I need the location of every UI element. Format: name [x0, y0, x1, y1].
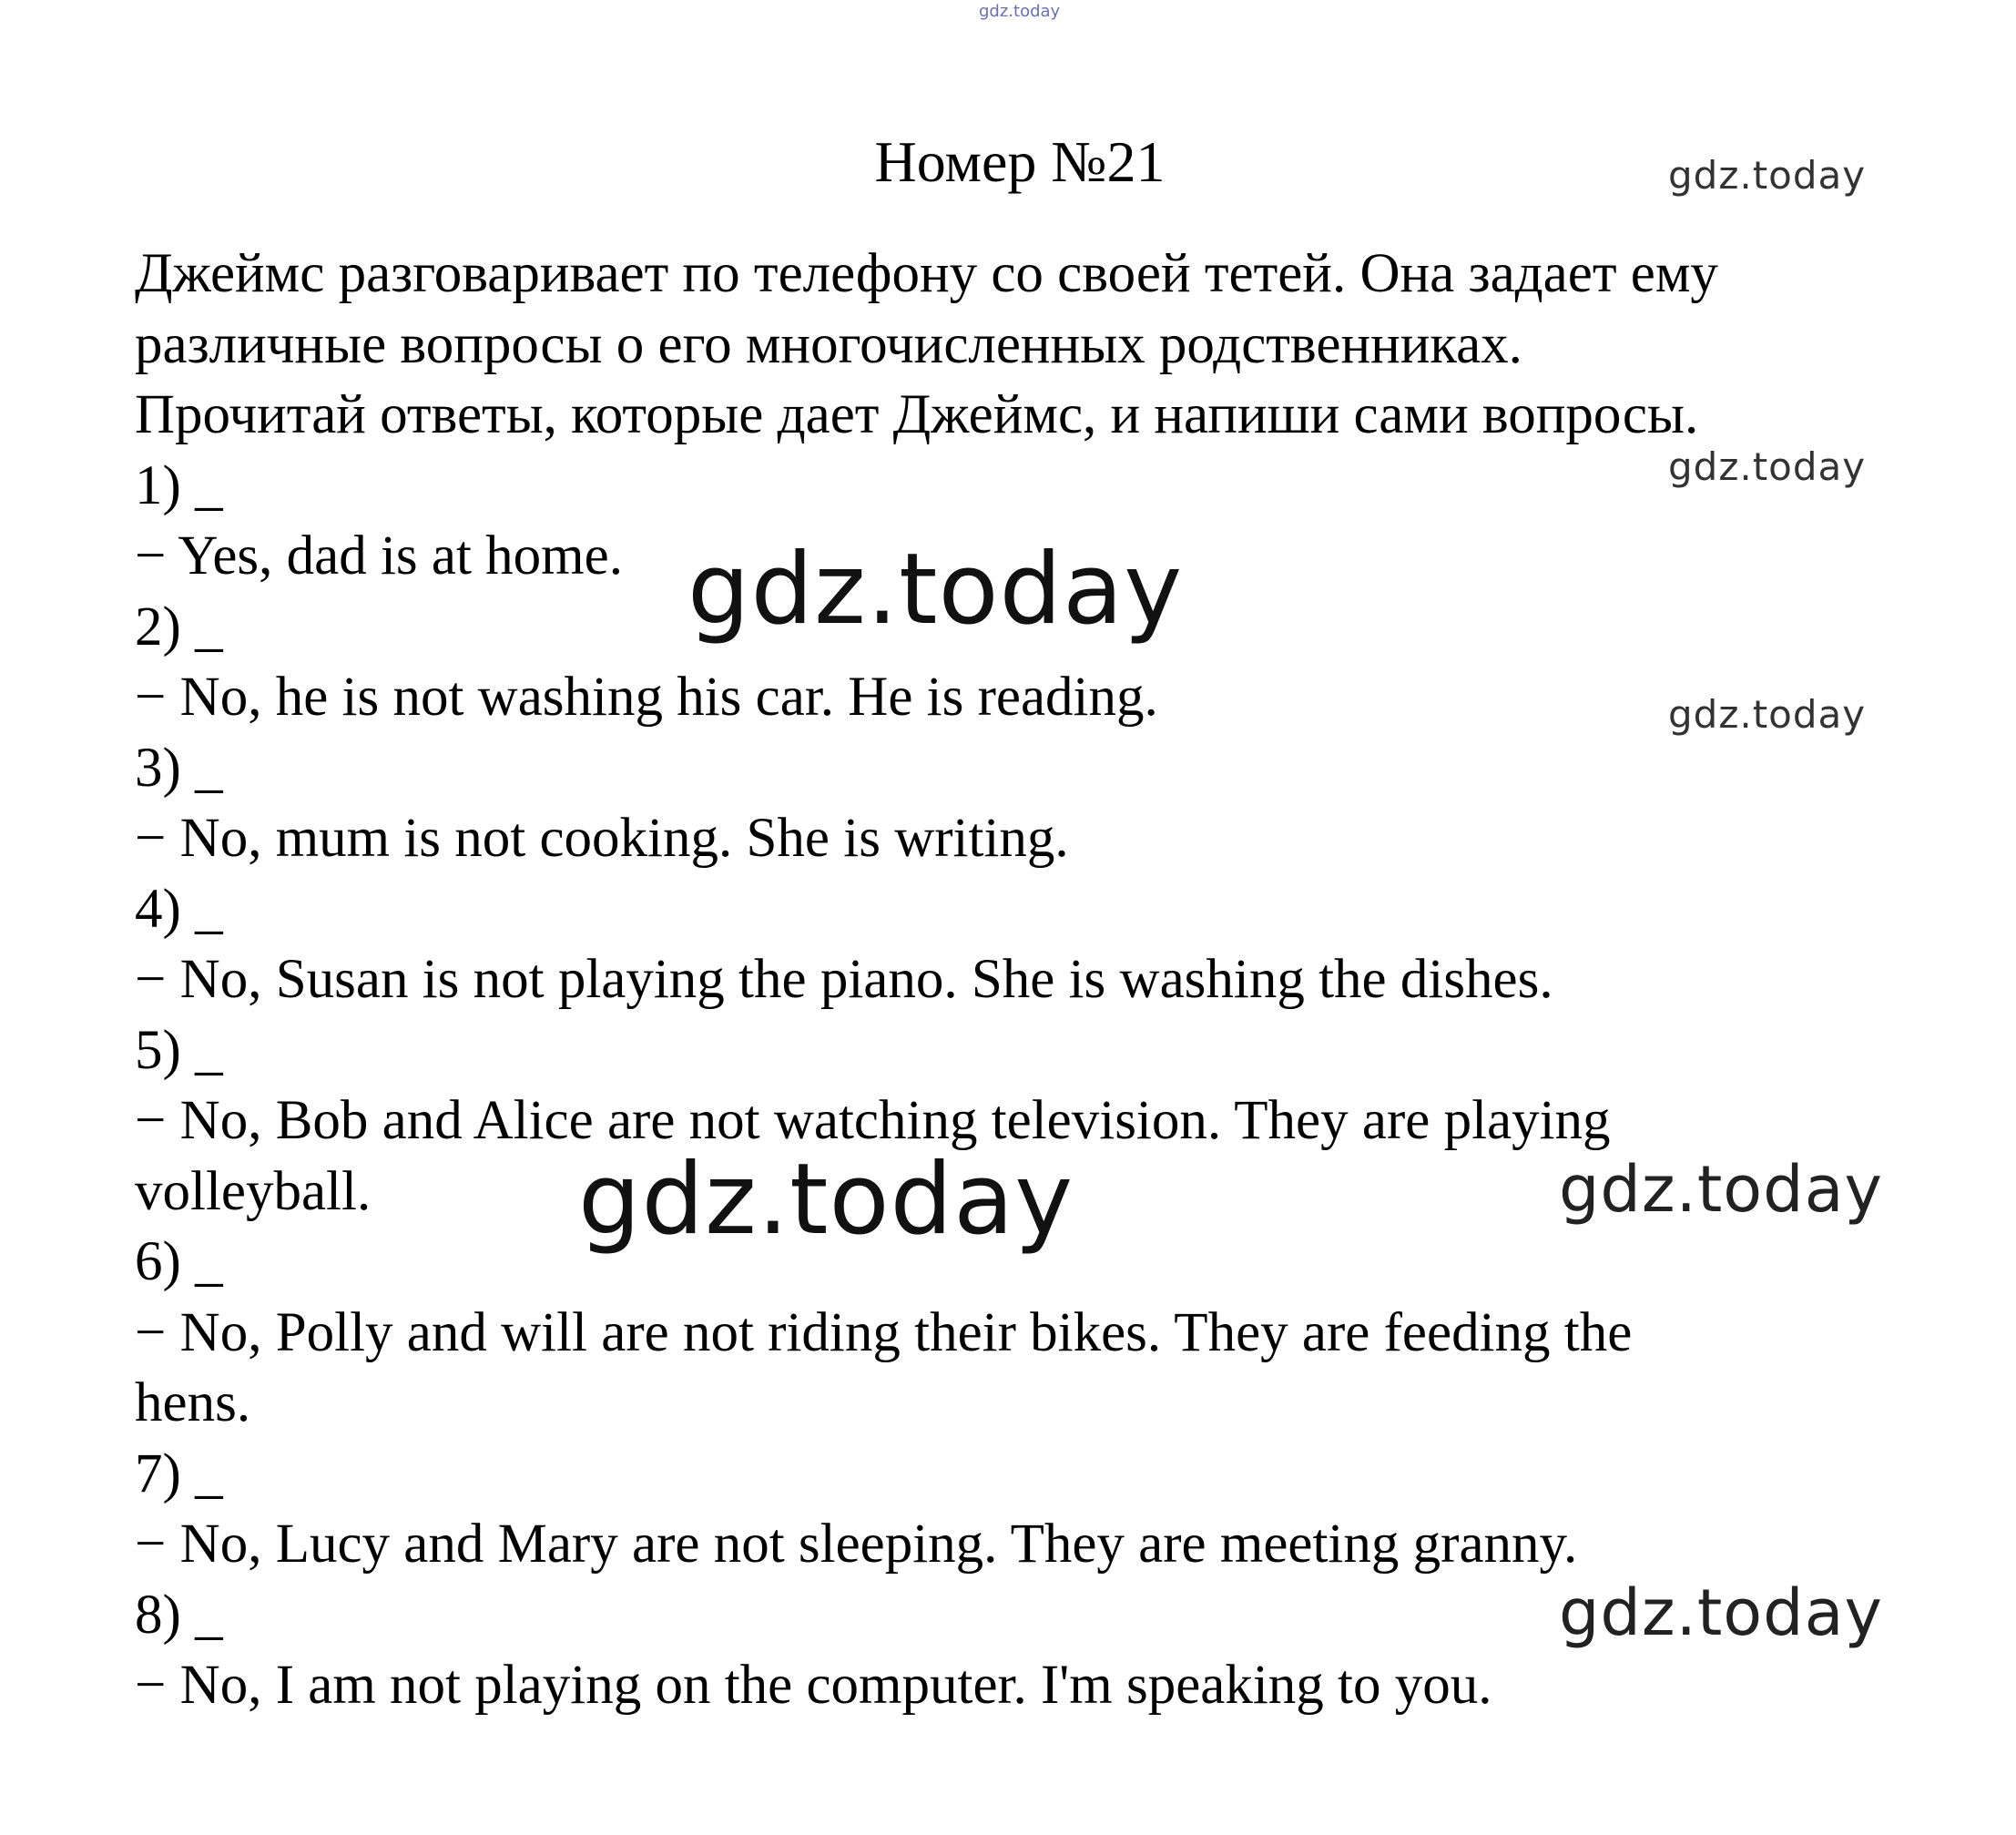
item-number: 5) _: [135, 1019, 223, 1081]
watermark: gdz.today: [1668, 153, 1867, 198]
exercise-body: [135, 239, 1929, 1721]
watermark: gdz.today: [578, 1143, 1074, 1257]
item-answer: hens.: [135, 1372, 251, 1433]
instruction-line: Прочитай ответы, которые дает Джеймс, и напиши сами вопросы.: [135, 384, 1699, 445]
watermark: gdz.today: [687, 533, 1184, 647]
item-number: 7) _: [135, 1443, 223, 1504]
watermark: gdz.today: [1559, 1575, 1883, 1650]
page-title: Номер №21: [874, 129, 1166, 194]
item-answer: − No, Polly and will are not riding their bikes. They are feeding the: [135, 1301, 1633, 1363]
watermark: gdz.today: [1559, 1152, 1883, 1227]
watermark: gdz.today: [1668, 692, 1867, 737]
item-number: 6) _: [135, 1231, 223, 1292]
top-watermark: gdz.today: [979, 2, 1061, 21]
item-number: 1) _: [135, 454, 223, 516]
item-number: 4) _: [135, 878, 223, 940]
item-answer: − Yes, dad is at home.: [135, 525, 623, 586]
instruction-line: Джеймс разговаривает по телефону со своей тетей. Она задает ему: [135, 243, 1718, 304]
item-answer: − No, Lucy and Mary are not sleeping. They are meeting granny.: [135, 1514, 1578, 1575]
item-answer: volleyball.: [135, 1160, 372, 1222]
item-answer: − No, I am not playing on the computer. I'm speaking to you.: [135, 1655, 1492, 1716]
item-answer: − No, Susan is not playing the piano. She is washing the dishes.: [135, 949, 1553, 1010]
item-answer: − No, mum is not cooking. She is writing.: [135, 808, 1069, 869]
item-number: 2) _: [135, 596, 223, 658]
item-answer: − No, he is not washing his car. He is reading.: [135, 667, 1158, 728]
item-number: 3) _: [135, 737, 223, 799]
item-number: 8) _: [135, 1584, 223, 1646]
instruction-line: различные вопросы о его многочисленных родственниках.: [135, 313, 1522, 375]
item-answer: − No, Bob and Alice are not watching television. They are playing: [135, 1090, 1611, 1151]
watermark: gdz.today: [1668, 444, 1867, 489]
